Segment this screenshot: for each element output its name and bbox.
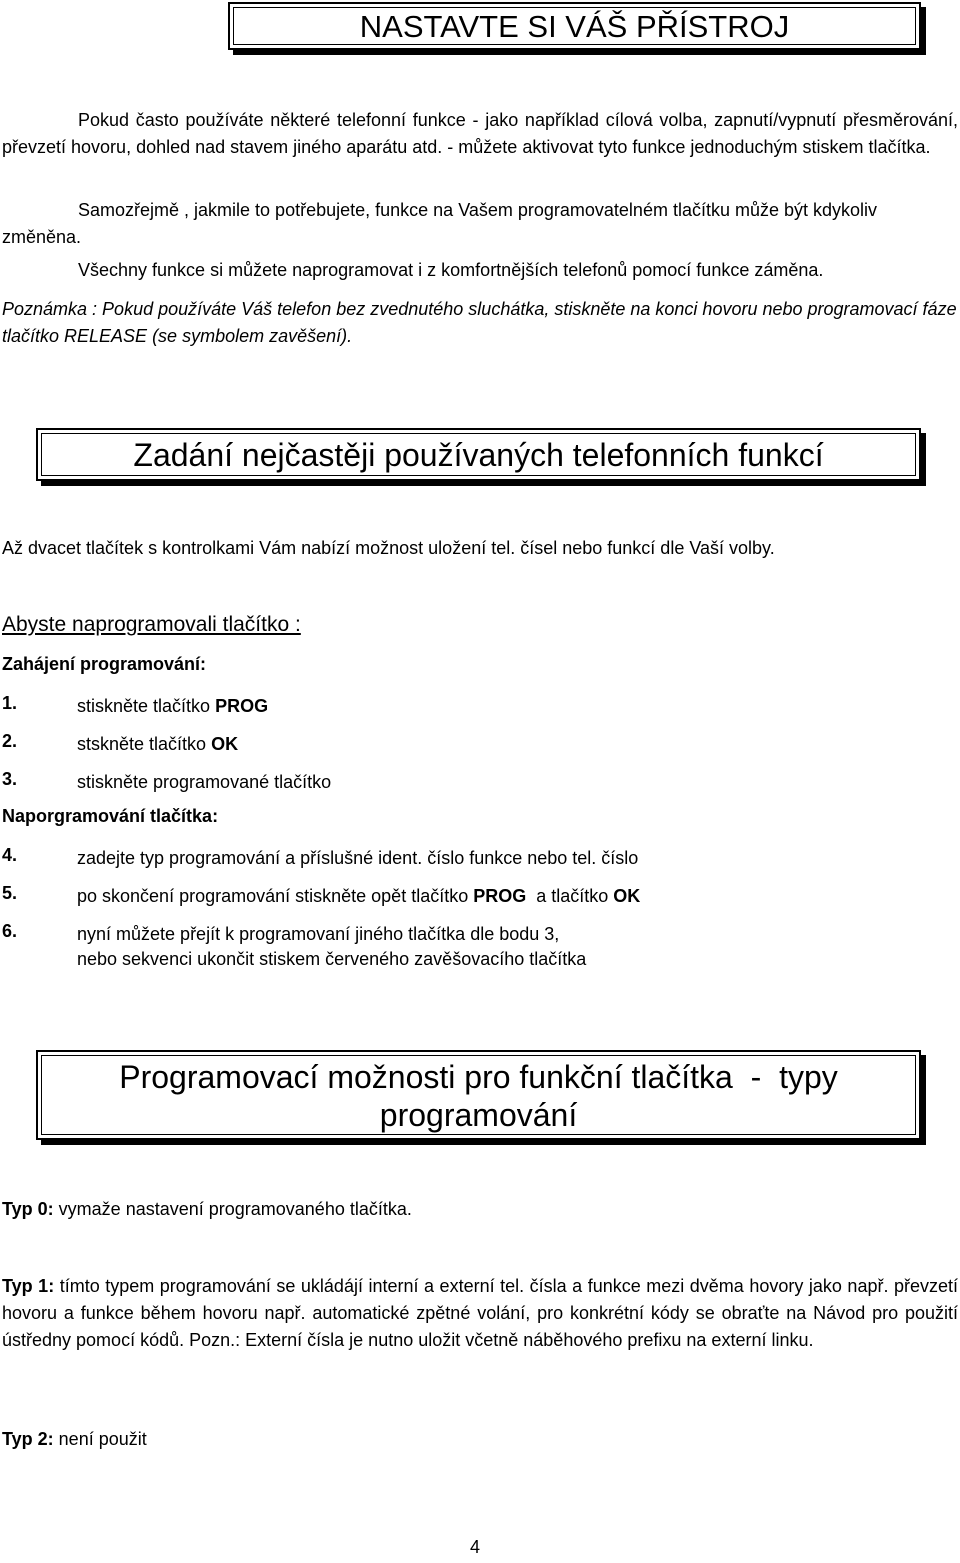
typ-1-label: Typ 1: bbox=[2, 1276, 55, 1296]
step-2-text bbox=[77, 731, 238, 757]
step-2-number: 2. bbox=[2, 731, 18, 751]
section-2-title-box bbox=[36, 1050, 921, 1140]
step-4 bbox=[0, 845, 960, 871]
step-1 bbox=[0, 693, 960, 719]
step-5 bbox=[0, 883, 960, 909]
section-1-title: Zadání nejčastěji používaných telefonních funkcí bbox=[133, 437, 824, 473]
typ-1-text: tímto typem programování se ukládájí interní a externí tel. čísla a funkce mezi dvěma hovory jako např. převzetí hovoru a funkce během hovoru např. automatické zpětné volání, pro konkrétní kódy se obraťte na Návod pro použití ústředny pomocí kódů. Pozn.: Externí čísla je nutno uložit včetně náběhového prefixu na externí linku. bbox=[2, 1276, 959, 1350]
typ-0-label: Typ 0: bbox=[2, 1199, 54, 1219]
page-title: NASTAVTE SI VÁŠ PŘÍSTROJ bbox=[359, 9, 790, 44]
step-2-key: OK bbox=[211, 734, 239, 754]
step-6-number: 6. bbox=[2, 921, 18, 941]
step-1-key: PROG bbox=[215, 696, 269, 716]
start-programming-heading: Zahájení programování: bbox=[2, 654, 207, 674]
typ-2-paragraph bbox=[2, 1426, 958, 1453]
step-5-key-b: OK bbox=[613, 886, 641, 906]
step-6 bbox=[0, 921, 960, 975]
step-3-text: stiskněte programované tlačítko bbox=[77, 772, 332, 792]
programming-heading: Naporgramování tlačítka: bbox=[2, 806, 219, 826]
step-5-key-a: PROG bbox=[473, 886, 527, 906]
step-1-label: stiskněte tlačítko bbox=[77, 696, 216, 716]
step-5-label-a: po skončení programování stiskněte opět tlačítko bbox=[77, 886, 474, 906]
typ-0-paragraph bbox=[2, 1196, 958, 1223]
step-4-number: 4. bbox=[2, 845, 18, 865]
section-1-intro: Až dvacet tlačítek s kontrolkami Vám nabízí možnost uložení tel. čísel nebo funkcí dle Vaší volby. bbox=[2, 538, 775, 558]
intro-paragraph-2: Samozřejmě , jakmile to potřebujete, funkce na Vašem programovatelném tlačítku může být kdykoliv změněna. bbox=[2, 200, 878, 247]
step-2 bbox=[0, 731, 960, 757]
section-1-subtitle: Abyste naprogramovali tlačítko : bbox=[2, 613, 301, 636]
page-header-box bbox=[228, 2, 921, 50]
typ-1-paragraph bbox=[2, 1273, 958, 1354]
section-1-title-box bbox=[36, 428, 921, 481]
typ-0-text: vymaže nastavení programovaného tlačítka. bbox=[53, 1199, 412, 1219]
step-5-text bbox=[77, 883, 640, 909]
intro-paragraph-1: Pokud často používáte některé telefonní funkce - jako například cílová volba, zapnutí/vypnutí přesměrování, převzetí hovoru, dohled nad stavem jiného aparátu atd. - můžete aktivovat tyto funkce jednoduchým stiskem tlačítka. bbox=[2, 110, 958, 157]
intro-note: Poznámka : Pokud používáte Váš telefon bez zvednutého sluchátka, stiskněte na konci hovoru nebo programovací fáze tlačítko RELEASE (se symbolem zavěšení). bbox=[2, 299, 957, 346]
step-1-text bbox=[77, 693, 268, 719]
intro-paragraph-3: Všechny funkce si můžete naprogramovat i z komfortnějších telefonů pomocí funkce záměna. bbox=[78, 260, 824, 280]
step-6-line-1: nyní můžete přejít k programovaní jiného tlačítka dle bodu 3, bbox=[77, 924, 560, 944]
step-3-number: 3. bbox=[2, 769, 18, 789]
typ-2-text: není použit bbox=[53, 1429, 147, 1449]
step-3 bbox=[0, 769, 960, 795]
step-5-number: 5. bbox=[2, 883, 18, 903]
page-number: 4 bbox=[470, 1537, 481, 1557]
typ-2-label: Typ 2: bbox=[2, 1429, 54, 1449]
section-2-title-line-1: Programovací možnosti pro funkční tlačítka - typy bbox=[119, 1059, 838, 1095]
section-2-title-line-2: programování bbox=[379, 1097, 578, 1133]
step-4-text: zadejte typ programování a příslušné ident. číslo funkce nebo tel. číslo bbox=[77, 848, 639, 868]
step-5-label-b: a tlačítko bbox=[526, 886, 614, 906]
step-6-line-2: nebo sekvenci ukončit stiskem červeného zavěšovacího tlačítka bbox=[77, 949, 587, 969]
step-2-label: stskněte tlačítko bbox=[77, 734, 212, 754]
step-1-number: 1. bbox=[2, 693, 18, 713]
